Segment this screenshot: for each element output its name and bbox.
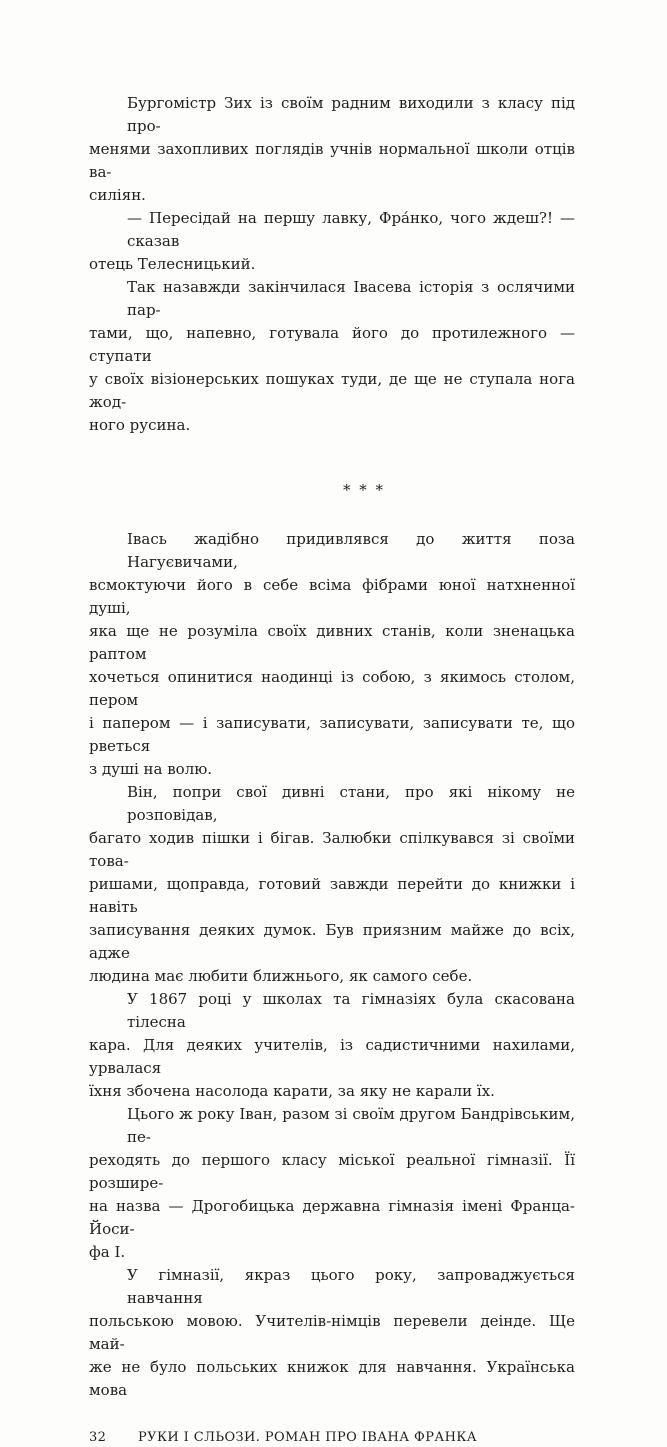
- running-title: РУКИ І СЛЬОЗИ. РОМАН ПРО ІВАНА ФРАНКА: [138, 1430, 478, 1445]
- text-line: і папером — і записувати, записувати, записувати те, що рветься: [89, 714, 575, 755]
- text-line: кара. Для деяких учителів, із садистичними нахилами, урвалася: [89, 1036, 575, 1077]
- text-line: з душі на волю.: [89, 760, 213, 778]
- paragraph: [89, 1264, 575, 1402]
- paragraph: [89, 528, 575, 781]
- text-line: Він, попри свої дивні стани, про які нікому не розповідав,: [127, 783, 575, 824]
- paragraph: [89, 988, 575, 1103]
- text-line: яка ще не розуміла своїх дивних станів, коли зненацька раптом: [89, 622, 575, 663]
- page-number: 32: [89, 1430, 107, 1445]
- paragraph: [89, 1103, 575, 1264]
- text-line: — Пересідай на першу лавку, Фра́нко, чого ждеш?! — сказав: [127, 209, 575, 250]
- section-divider: * * *: [342, 481, 386, 499]
- text-line: Так назавжди закінчилася Івасева історія з ослячими пар-: [127, 278, 575, 319]
- text-line: на назва — Дрогобицька державна гімназія імені Франца-Йоси-: [89, 1197, 575, 1238]
- text-line: ришами, щоправда, готовий завжди перейти до книжки і навіть: [89, 875, 575, 916]
- text-line: силіян.: [89, 186, 146, 204]
- text-line: Івась жадібно придивлявся до життя поза Нагуєвичами,: [127, 530, 575, 571]
- paragraph: [89, 92, 575, 207]
- text-line: людина має любити ближнього, як самого себе.: [89, 967, 473, 985]
- paragraph: [89, 781, 575, 988]
- text-line: Цього ж року Іван, разом зі своїм другом Бандрівським, пе-: [127, 1105, 575, 1146]
- paragraph: [89, 207, 575, 276]
- text-line: фа І.: [89, 1243, 126, 1261]
- text-line: їхня збочена насолода карати, за яку не карали їх.: [89, 1082, 495, 1100]
- text-line: ного русина.: [89, 416, 191, 434]
- text-line: же не було польських книжок для навчання. Українська мова: [89, 1358, 575, 1399]
- text-line: польською мовою. Учителів-німців перевели деінде. Ще май-: [89, 1312, 575, 1353]
- text-line: всмоктуючи його в себе всіма фібрами юної натхненної душі,: [89, 576, 575, 617]
- text-line: У гімназії, якраз цього року, запроваджується навчання: [127, 1266, 575, 1307]
- text-line: записування деяких думок. Був приязним майже до всіх, адже: [89, 921, 575, 962]
- page-text: [89, 92, 575, 1402]
- text-line: У 1867 році у школах та гімназіях була скасована тілесна: [127, 990, 575, 1031]
- text-line: Бургомістр Зих із своїм радним виходили з класу під про-: [127, 94, 575, 135]
- text-line: отець Телесницький.: [89, 255, 256, 273]
- page-footer: [89, 1429, 575, 1447]
- text-line: у своїх візіонерських пошуках туди, де ще не ступала нога жод-: [89, 370, 575, 411]
- text-line: хочеться опинитися наодинці із собою, з якимось столом, пером: [89, 668, 575, 709]
- text-line: багато ходив пішки і бігав. Залюбки спілкувався зі своїми това-: [89, 829, 575, 870]
- text-line: менями захопливих поглядів учнів нормальної школи отців ва-: [89, 140, 575, 181]
- paragraph: [89, 276, 575, 437]
- text-line: реходять до першого класу міської реальної гімназії. Її розшире-: [89, 1151, 575, 1192]
- text-line: тами, що, напевно, готувала його до протилежного — ступати: [89, 324, 575, 365]
